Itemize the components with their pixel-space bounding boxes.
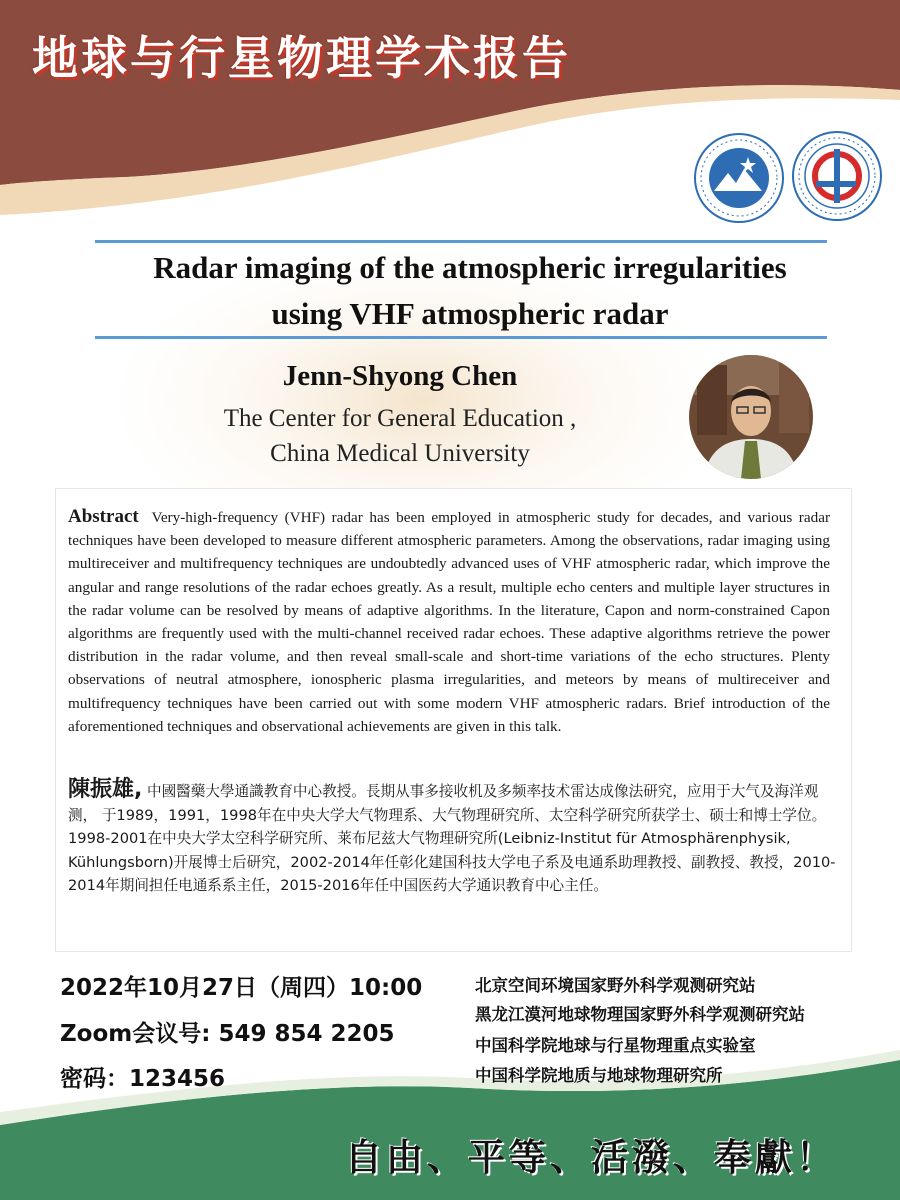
event-password: 密码：123456 — [60, 1066, 226, 1092]
bio-paragraph — [68, 778, 838, 898]
organizer-4: 中国科学院地质与地球物理研究所 — [475, 1066, 723, 1085]
speaker-portrait-icon — [689, 355, 813, 479]
organizer-2: 黑龙江漠河地球物理国家野外科学观测研究站 — [475, 1005, 805, 1024]
abstract-body: Very-high-frequency (VHF) radar has been employed in atmospheric study for decades, and various radar techniques have been developed to measure different atmospheric parameters. Among the observations, radar imaging using multireceiver and multifrequency techniques are undoubtedly advanced uses of VHF atmospheric radar, which improve the angular and range resolutions of the radar echoes greatly. As a result, multiple echo centers and multiple layer structures in the radar volume can be resolved by means of adaptive algorithms. In the literature, Capon and norm-constrained Capon algorithms are frequently used with the multi-channel received radar echoes. These adaptive algorithms retrieve the power distribution in the radar volume, and then reveal small-scale and short-time variations of the echo structures. Plenty observations of neutral atmosphere, ionospheric plasma irregularities, and meteors by means of multireceiver and multifrequency techniques have been carried out with some modern VHF atmospheric radars. Brief introduction of the aforementioned techniques and observational achievements are given in this talk. — [68, 509, 830, 735]
event-zoom-id: Zoom会议号: 549 854 2205 — [60, 1021, 395, 1047]
speaker-affiliation-line2: China Medical University — [270, 440, 530, 467]
talk-title-line2: using VHF atmospheric radar — [271, 296, 669, 331]
nsobs-station-logo-icon — [694, 133, 784, 223]
title-rule-top — [95, 240, 827, 243]
motto: 自由、平等、活潑、奉獻！ — [345, 1135, 837, 1179]
bio-body: 中國醫藥大學通識教育中心教授。長期从事多接收机及多频率技术雷达成像法研究，应用于大气及海洋观测， 于1989，1991，1998年在中央大学大气物理系、大气物理研究所、太空科学研究所获学士、硕士和博士学位。1998-2001在中央大学太空科学研究所、莱布尼兹大气物理研究所(Leibniz-Institut für Atmosphärenphysik, Kühlungsborn)开展博士后研究，2002-2014年任彰化建国科技大学电子系及电通系助理教授、副教授、教授，2010-2014年期间担任电通系系主任，2015-2016年任中国医药大学通识教育中心主任。 — [68, 783, 836, 894]
abstract-paragraph — [68, 505, 830, 738]
bio-name: 陳振雄, — [68, 777, 143, 802]
banner-title: 地球与行星物理学术报告 — [32, 31, 571, 85]
event-datetime: 2022年10月27日（周四）10:00 — [60, 975, 423, 1001]
organizer-1: 北京空间环境国家野外科学观测研究站 — [475, 976, 756, 995]
talk-title — [95, 245, 845, 337]
organizer-3: 中国科学院地球与行星物理重点实验室 — [475, 1036, 756, 1055]
talk-title-line1: Radar imaging of the atmospheric irregularities — [153, 250, 787, 285]
speaker-name: Jenn-Shyong Chen — [282, 360, 518, 392]
iggcas-lab-logo-icon — [792, 131, 882, 221]
title-rule-bottom — [95, 336, 827, 339]
abstract-heading: Abstract — [68, 506, 139, 527]
speaker-affiliation-line1: The Center for General Education , — [223, 405, 577, 432]
